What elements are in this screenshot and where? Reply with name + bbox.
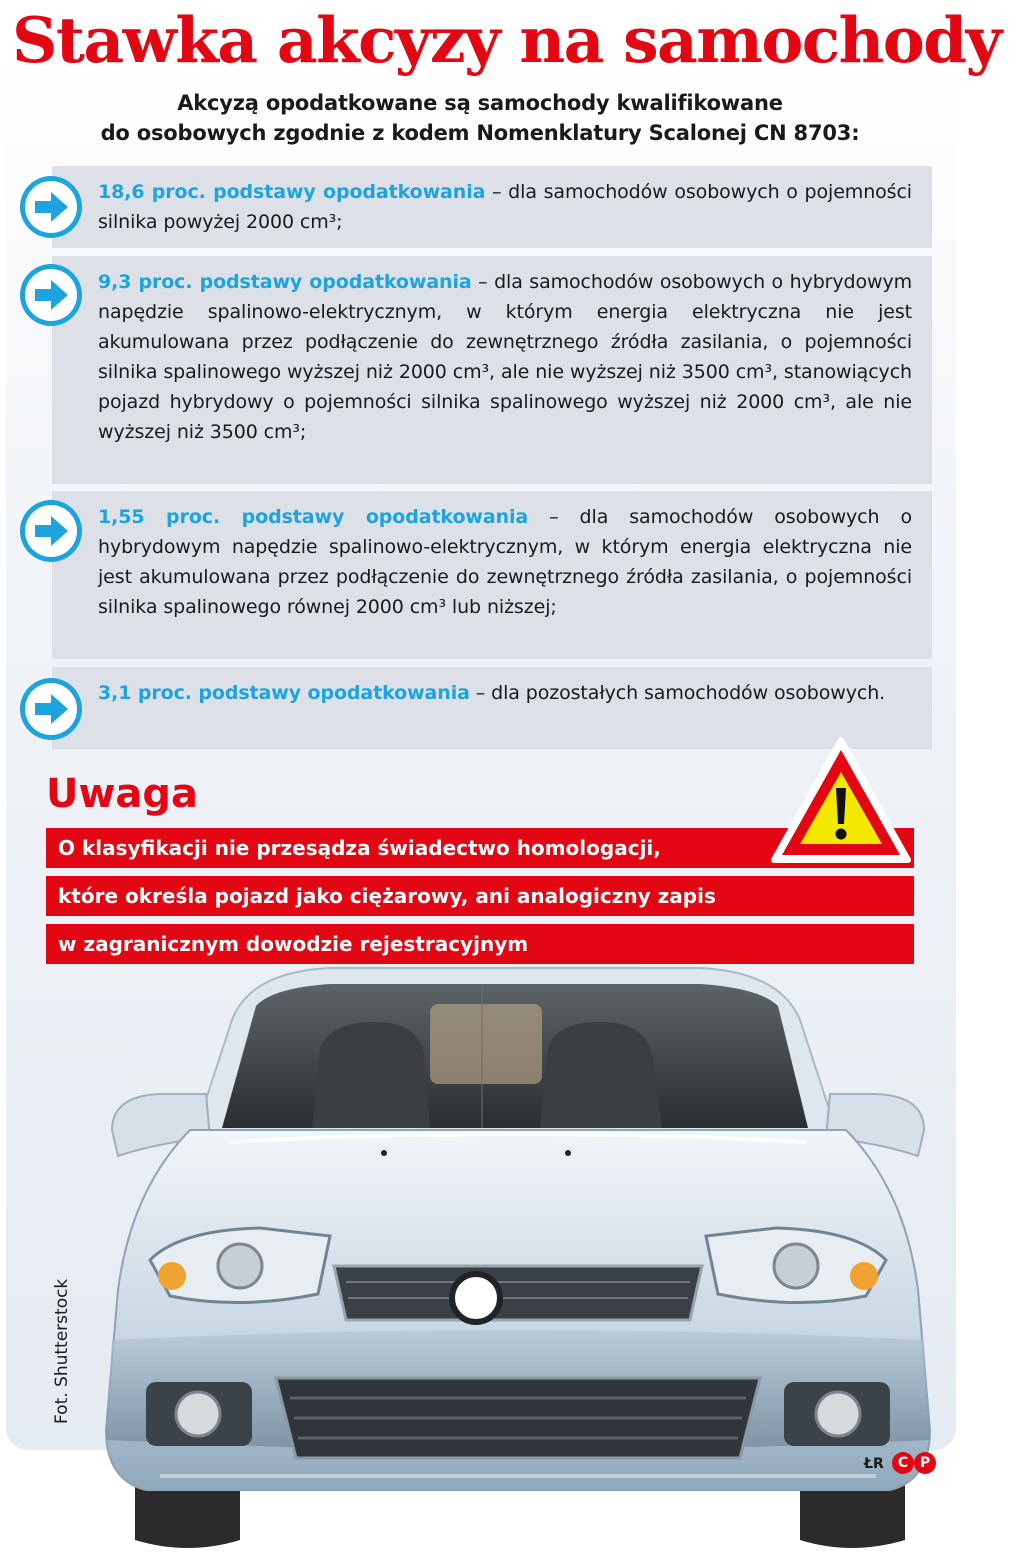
rate-item-text — [98, 678, 912, 708]
notice-line-3: w zagranicznym dowodzie rejestracyjnym — [46, 924, 914, 964]
rate-item-desc: – dla samochodów osobowych o hybrydowym napędzie spalinowo-elektrycznym, w którym energia elektryczna nie jest akumulowana przez podłączenie do zewnętrznego źródła zasilania, o pojemności silnika spalinowego równej 2000 cm³ lub niższej; — [98, 506, 912, 618]
intro-text — [0, 88, 960, 148]
rate-item-desc: – dla pozostałych samochodów osobowych. — [469, 682, 886, 704]
rate-item-1 — [52, 166, 932, 248]
page-title: Stawka akcyzy na samochody — [12, 3, 1001, 77]
rate-item-desc: – dla samochodów osobowych o hybrydowym napędzie spalinowo-elektrycznym, w którym energia elektryczna nie jest akumulowana przez podłączenie do zewnętrznego źródła zasilania, o pojemności silnika spalinowego wyższej niż 2000 cm³, ale nie wyższej niż 3500 cm³, stanowiących pojazd hybrydowy o pojemności silnika spalinowego wyższej niż 2000 cm³, ale nie wyższej niż 3500 cm³; — [98, 271, 912, 443]
copyright-p-icon: P — [914, 1452, 936, 1474]
arrow-right-icon — [20, 176, 82, 238]
notice-line-1: O klasyfikacji nie przesądza świadectwo homologacji, — [46, 828, 914, 868]
rate-item-lead: 9,3 proc. podstawy opodatkowania — [98, 271, 472, 293]
rate-item-2 — [52, 256, 932, 484]
notice-line-2: które określa pojazd jako ciężarowy, ani analogiczny zapis — [46, 876, 914, 916]
rate-item-lead: 18,6 proc. podstawy opodatkowania — [98, 181, 486, 203]
rate-item-text — [98, 267, 912, 447]
warning-triangle-icon — [770, 736, 912, 864]
arrow-right-icon — [20, 678, 82, 740]
intro-line-1: Akcyzą opodatkowane są samochody kwalifikowane — [177, 91, 783, 115]
author-initials: ŁR — [864, 1456, 884, 1472]
rate-item-text — [98, 177, 912, 237]
rate-item-3 — [52, 491, 932, 659]
copyright-icon: C — [892, 1452, 914, 1474]
rate-item-text — [98, 502, 912, 622]
intro-line-2: do osobowych zgodnie z kodem Nomenklatury Scalonej CN 8703: — [100, 121, 860, 145]
arrow-right-icon — [20, 264, 82, 326]
notice-heading: Uwaga — [46, 771, 199, 817]
photo-credit: Fot. Shutterstock — [52, 1278, 72, 1424]
rate-item-lead: 3,1 proc. podstawy opodatkowania — [98, 682, 470, 704]
arrow-right-icon — [20, 500, 82, 562]
rate-item-desc: – dla samochodów osobowych o pojemności silnika powyżej 2000 cm³; — [98, 181, 912, 233]
rate-item-lead: 1,55 proc. podstawy opodatkowania — [98, 506, 529, 528]
